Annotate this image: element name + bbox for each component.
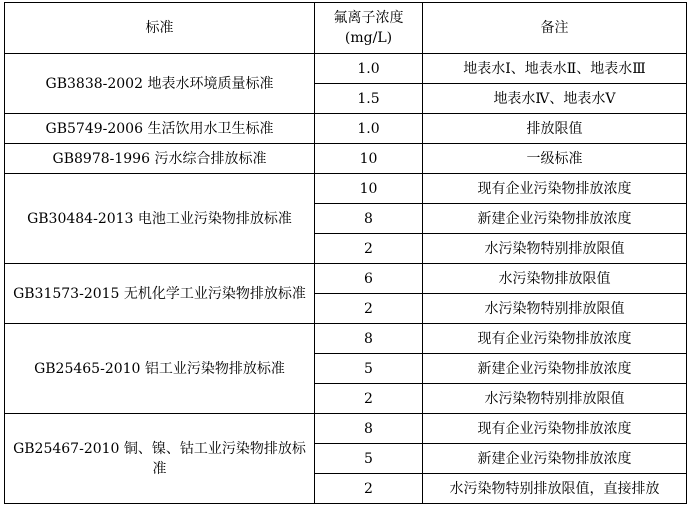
remark-cell: 水污染物排放限值 bbox=[423, 264, 687, 294]
header-concentration bbox=[315, 3, 423, 54]
remark-cell: 现有企业污染物排放浓度 bbox=[423, 414, 687, 444]
remark-cell: 排放限值 bbox=[423, 114, 687, 144]
value-cell: 10 bbox=[315, 144, 423, 174]
header-remark: 备注 bbox=[423, 3, 687, 54]
standard-cell: GB25465-2010 铝工业污染物排放标准 bbox=[5, 324, 315, 414]
remark-cell: 水污染物特别排放限值 bbox=[423, 384, 687, 414]
remark-cell: 新建企业污染物排放浓度 bbox=[423, 354, 687, 384]
value-cell: 2 bbox=[315, 474, 423, 504]
value-cell: 5 bbox=[315, 444, 423, 474]
remark-cell: 地表水Ⅳ、地表水Ⅴ bbox=[423, 84, 687, 114]
header-row bbox=[5, 3, 687, 54]
table-row bbox=[5, 174, 687, 204]
value-cell: 8 bbox=[315, 324, 423, 354]
remark-cell: 现有企业污染物排放浓度 bbox=[423, 324, 687, 354]
table-row bbox=[5, 54, 687, 84]
table-row bbox=[5, 414, 687, 444]
remark-cell: 水污染物特别排放限值 bbox=[423, 294, 687, 324]
fluoride-standards-table bbox=[4, 2, 687, 504]
table-row bbox=[5, 264, 687, 294]
header-standard: 标准 bbox=[5, 3, 315, 54]
value-cell: 1.0 bbox=[315, 54, 423, 84]
remark-cell: 一级标准 bbox=[423, 144, 687, 174]
value-cell: 2 bbox=[315, 384, 423, 414]
value-cell: 1.5 bbox=[315, 84, 423, 114]
value-cell: 5 bbox=[315, 354, 423, 384]
remark-cell: 水污染物特别排放限值 bbox=[423, 234, 687, 264]
value-cell: 2 bbox=[315, 234, 423, 264]
value-cell: 1.0 bbox=[315, 114, 423, 144]
standard-cell: GB25467-2010 铜、镍、钴工业污染物排放标准 bbox=[5, 414, 315, 504]
header-concentration-unit: (mg/L) bbox=[344, 30, 393, 46]
table-row bbox=[5, 114, 687, 144]
remark-cell: 新建企业污染物排放浓度 bbox=[423, 204, 687, 234]
remark-cell: 地表水Ⅰ、地表水Ⅱ、地表水Ⅲ bbox=[423, 54, 687, 84]
value-cell: 8 bbox=[315, 414, 423, 444]
remark-cell: 新建企业污染物排放浓度 bbox=[423, 444, 687, 474]
table-row bbox=[5, 324, 687, 354]
remark-cell: 现有企业污染物排放浓度 bbox=[423, 174, 687, 204]
standard-cell: GB31573-2015 无机化学工业污染物排放标准 bbox=[5, 264, 315, 324]
value-cell: 2 bbox=[315, 294, 423, 324]
table-row bbox=[5, 144, 687, 174]
standard-cell: GB30484-2013 电池工业污染物排放标准 bbox=[5, 174, 315, 264]
value-cell: 10 bbox=[315, 174, 423, 204]
standard-cell: GB3838-2002 地表水环境质量标准 bbox=[5, 54, 315, 114]
value-cell: 6 bbox=[315, 264, 423, 294]
standard-cell: GB5749-2006 生活饮用水卫生标准 bbox=[5, 114, 315, 144]
header-concentration-name: 氟离子浓度 bbox=[333, 10, 404, 26]
standard-cell: GB8978-1996 污水综合排放标准 bbox=[5, 144, 315, 174]
value-cell: 8 bbox=[315, 204, 423, 234]
remark-cell: 水污染物特别排放限值，直接排放 bbox=[423, 474, 687, 504]
